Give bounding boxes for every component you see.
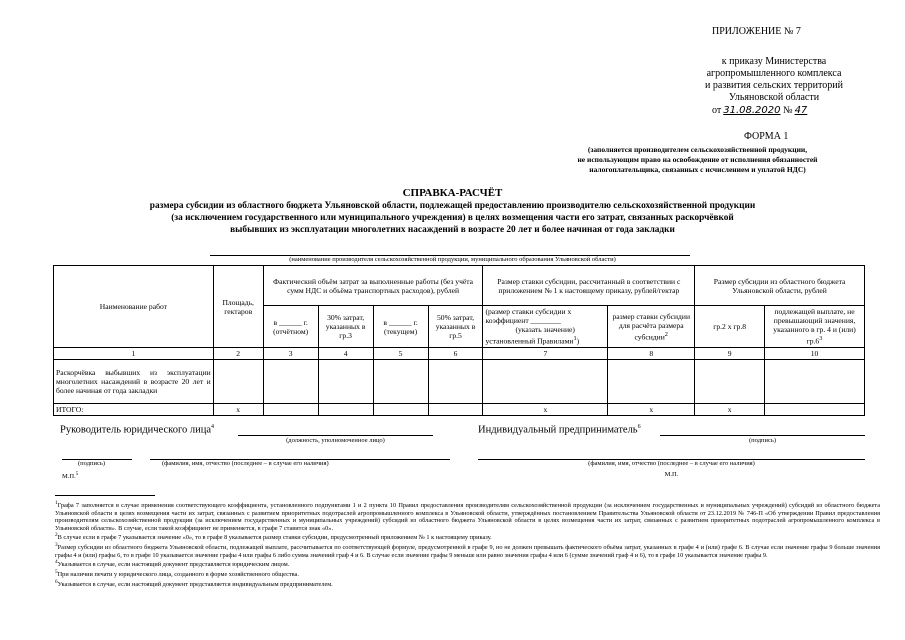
date-value: 31.08.2020: [723, 105, 781, 116]
cell-x: х: [483, 404, 608, 416]
number-value: 47: [794, 105, 808, 116]
col-header-name: Наименование работ: [54, 266, 214, 348]
footnote-separator: [55, 495, 155, 496]
appendix-line-1: к приказу Министерства: [721, 56, 827, 67]
col-number: 9: [695, 348, 765, 360]
table-row-numbers: [54, 348, 865, 360]
sub-col-4: 30% затрат, указанных в гр.3: [318, 306, 373, 348]
date-prefix: от: [712, 105, 722, 116]
cell-x: х: [695, 404, 765, 416]
col-header-area: Площадь, гектаров: [213, 266, 263, 348]
cell[interactable]: [373, 404, 428, 416]
footnote-5: $^5$При наличии печати у юридического лица, созданного в форме хозяйственного общества.: [55, 569, 299, 579]
sub-col-8: размер ставки субсидии для расчёта размера субсидии$^2$: [608, 306, 695, 348]
appendix-title: ПРИЛОЖЕНИЕ № 7: [712, 26, 801, 37]
ip-caption: (подпись): [749, 437, 776, 444]
sign-caption: (подпись): [78, 460, 105, 467]
cell-x: х: [213, 404, 263, 416]
total-label: ИТОГО:: [54, 404, 214, 416]
sub-col-7: (размер ставки субсидии х коэффициент ________ (указать значение) установленный Правилами$^1$): [483, 306, 608, 348]
producer-caption: (наименование производителя сельскохозяйственной продукции, муниципального образования Ульяновской области): [289, 256, 616, 263]
mp-right: М.П.: [664, 471, 679, 478]
cell[interactable]: [765, 360, 865, 404]
appendix-line-4: Ульяновской области: [728, 92, 820, 103]
cell[interactable]: [318, 360, 373, 404]
appendix-date-row: [712, 105, 807, 117]
col-number: 8: [608, 348, 695, 360]
table-row-total: [54, 404, 865, 416]
appendix-line-3: и развития сельских территорий: [705, 80, 843, 91]
table-row: [54, 360, 865, 404]
head-label: Руководитель юридического лица$^4$: [60, 424, 215, 436]
document-title: СПРАВКА-РАСЧЁТ: [402, 187, 503, 199]
sub-col-9: гр.2 х гр.8: [695, 306, 765, 348]
form-note-2: не использующим право на освобождение от исполнения обязанностей: [577, 155, 818, 164]
cell[interactable]: [428, 360, 483, 404]
sub-col-5: в ______ г. (текущем): [373, 306, 428, 348]
cell[interactable]: [695, 360, 765, 404]
cell[interactable]: [263, 360, 318, 404]
cell[interactable]: [483, 360, 608, 404]
title-line-2: (за исключением государственного или муниципального учреждения) в целях возмещения части его затрат, связанных раскорчёвкой: [171, 213, 734, 223]
cell[interactable]: [428, 404, 483, 416]
number-prefix: №: [783, 105, 793, 116]
form-label: ФОРМА 1: [744, 131, 789, 142]
title-line-3: выбывших из эксплуатации многолетних насаждений в возрасте 20 лет и более начиная от года закладки: [230, 225, 675, 235]
cell[interactable]: [608, 360, 695, 404]
footnote-3: $^3$Размер субсидии из областного бюджета Ульяновской области, подлежащей выплате, рассчитывается по соответствующей формуле, предусмотренной в графе 9, но не должен превышать фактического объёма затрат, указанных в графе 4 и (или) графе 6. В случае если значение графы 9 больше значения графы 4 и (или) графы 6, то в графе 10 указывается значение графы 4 или графы 6 либо сумма значений граф 4 и 6. В случае если значение графы 9 меньше или равно значения графы 4 или 6 (сумме значений граф 4 и 6), то в графе 10 указывается значение графы 9.: [55, 542, 880, 559]
col-header-fact: Фактический объём затрат за выполненные работы (без учёта сумм НДС и объёма транспортных расходов), рублей: [263, 266, 483, 306]
fio-caption-right: (фамилия, имя, отчество (последнее – в случае его наличия): [588, 460, 755, 467]
head-caption: (должность, уполномоченное лицо): [286, 437, 385, 444]
col-number: 6: [428, 348, 483, 360]
footnotes: [55, 500, 880, 589]
ip-line: [660, 435, 865, 436]
sub-col-6: 50% затрат, указанных в гр.5: [428, 306, 483, 348]
row-work-name: Раскорчёвка выбывших из эксплуатации многолетних насаждений в возрасте 20 лет и более начиная от года закладки: [54, 360, 214, 404]
col-number: 10: [765, 348, 865, 360]
col-header-rate: Размер ставки субсидии, рассчитанный в соответствии с приложением № 1 к настоящему приказу, рублей/гектар: [483, 266, 695, 306]
sub-col-3: в ______ г. (отчётном): [263, 306, 318, 348]
cell[interactable]: [213, 360, 263, 404]
col-number: 1: [54, 348, 214, 360]
ip-label: Индивидуальный предприниматель$^6$: [478, 424, 641, 436]
appendix-line-2: агропромышленного комплекса: [706, 68, 842, 79]
col-number: 2: [213, 348, 263, 360]
mp-left: М.П.$^5$: [62, 472, 79, 481]
footnote-6: $^6$Указывается в случае, если настоящий документ представляется индивидуальным предпринимателем.: [55, 578, 333, 588]
form-note-3: налогоплательщика, связанных с исчислением и уплатой НДС): [589, 165, 806, 174]
footnote-2: $^2$В случае если в графе 7 указывается значение «0», то в графе 8 указывается размер ставки субсидии, предусмотренный приложением № 1 к настоящему приказу.: [55, 532, 492, 542]
col-number: 7: [483, 348, 608, 360]
col-header-subsidy: Размер субсидии из областного бюджета Ульяновской области, рублей: [695, 266, 865, 306]
cell[interactable]: [373, 360, 428, 404]
footnote-1: $^1$Графа 7 заполняется в случае применения соответствующего коэффициента, установленного подпунктами 1 и 2 пункта 10 Правил предоставления производителям сельскохозяйственной продукции (за исключением государственных и муниципальных учреждений) субсидий из областного бюджета Ульяновской области в целях возмещения части их затрат, связанных с развитием приоритетных подотраслей агропромышленного комплекса в Ульяновской области, утверждённых постановлением Правительства Ульяновской области от 23.12.2019 № 746-П «Об утверждении Правил предоставления производителям сельскохозяйственной продукции (за исключением государственных и муниципальных учреждений) субсидий из областного бюджета Ульяновской области в целях возмещения части их затрат, связанных с развитием приоритетных подотраслей агропромышленного комплекса в Ульяновской области». В случае, если такой коэффициент не применяется, в графе 7 ставится знак «0».: [55, 500, 880, 532]
col-number: 3: [263, 348, 318, 360]
cell-x: х: [608, 404, 695, 416]
form-note-1: (заполняется производителем сельскохозяйственной продукции,: [587, 145, 808, 154]
cell[interactable]: [765, 404, 865, 416]
cell[interactable]: [263, 404, 318, 416]
fio-caption: (фамилия, имя, отчество (последнее – в случае его наличия): [162, 460, 329, 467]
subsidy-table: [53, 265, 865, 416]
title-line-1: размера субсидии из областного бюджета Ульяновской области, подлежащей предоставлению производителю сельскохозяйственной продукции: [149, 201, 756, 211]
cell[interactable]: [318, 404, 373, 416]
footnote-4: $^4$Указывается в случае, если настоящий документ представляется юридическим лицом.: [55, 559, 290, 569]
head-line: [238, 435, 433, 436]
col-number: 4: [318, 348, 373, 360]
col-number: 5: [373, 348, 428, 360]
sub-col-10: подлежащей выплате, не превышающий значения, указанного в гр. 4 и (или) $гр.6^3$: [765, 306, 865, 348]
